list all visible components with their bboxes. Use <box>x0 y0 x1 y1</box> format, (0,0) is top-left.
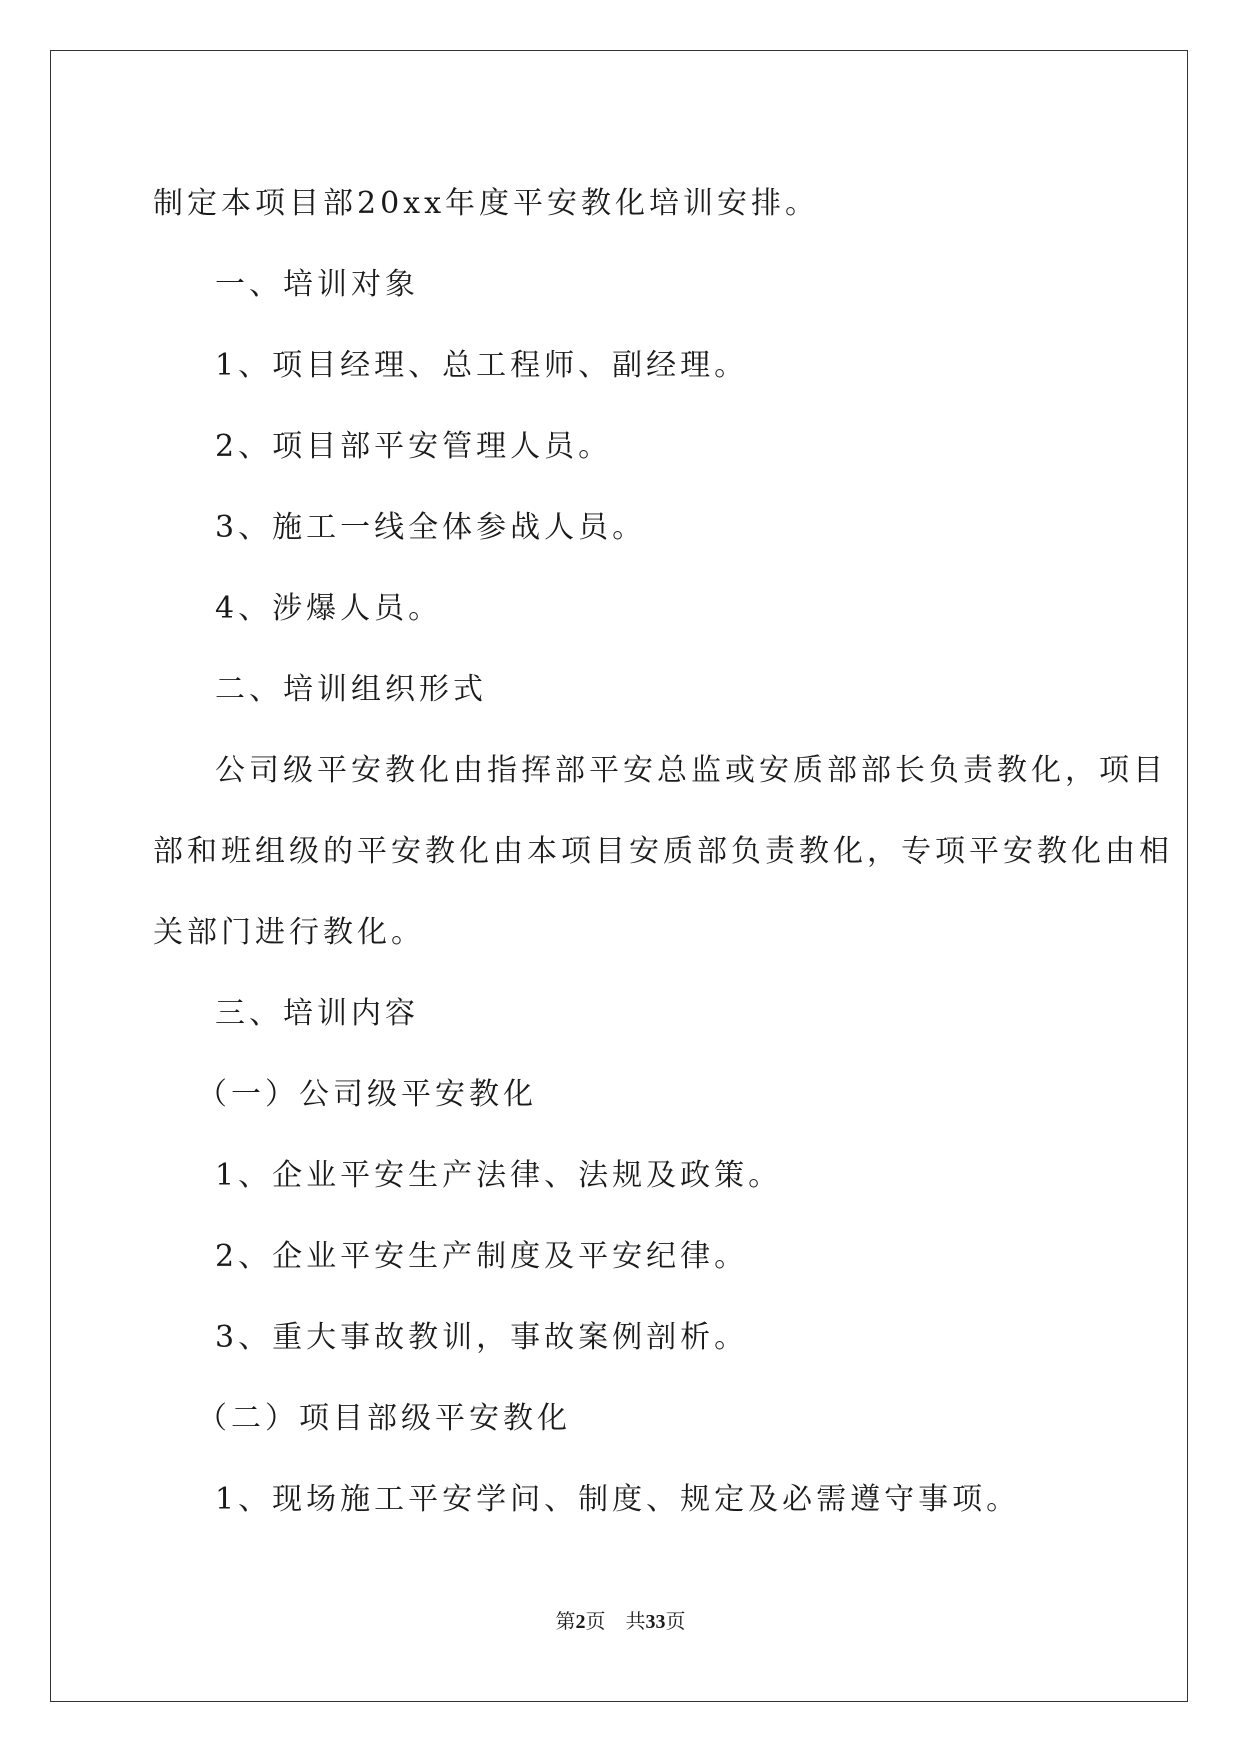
list-item: 1、项目经理、总工程师、副经理。 <box>215 348 749 383</box>
subsection-heading: （一）公司级平安教化 <box>197 1077 537 1112</box>
footer-prefix: 第 <box>555 1611 576 1633</box>
list-item: 3、施工一线全体参战人员。 <box>215 510 647 545</box>
list-item: 2、项目部平安管理人员。 <box>215 429 613 464</box>
section-heading: 一、培训对象 <box>215 267 419 302</box>
footer-current-page: 2 <box>575 1611 586 1633</box>
section-heading: 三、培训内容 <box>215 996 419 1031</box>
document-body <box>153 163 1173 1540</box>
list-item: 2、企业平安生产制度及平安纪律。 <box>215 1239 749 1274</box>
list-item: 1、企业平安生产法律、法规及政策。 <box>215 1158 783 1193</box>
footer-total-suffix: 页 <box>665 1611 686 1633</box>
subsection-heading: （二）项目部级平安教化 <box>197 1401 571 1436</box>
paragraph-line: 公司级平安教化由指挥部平安总监或安质部部长负责教化，项目 <box>215 753 1167 788</box>
footer-total-prefix: 共 <box>625 1611 646 1633</box>
paragraph-line: 制定本项目部20xx年度平安教化培训安排。 <box>153 186 820 221</box>
list-item: 4、涉爆人员。 <box>215 591 443 626</box>
section-heading: 二、培训组织形式 <box>215 672 487 707</box>
paragraph-line: 关部门进行教化。 <box>153 915 425 950</box>
footer-page-word: 页 <box>585 1611 606 1633</box>
footer-total-pages: 33 <box>645 1611 666 1633</box>
page-footer <box>0 1605 1241 1634</box>
list-item: 1、现场施工平安学问、制度、规定及必需遵守事项。 <box>215 1482 1021 1517</box>
list-item: 3、重大事故教训，事故案例剖析。 <box>215 1320 749 1355</box>
paragraph-line: 部和班组级的平安教化由本项目安质部负责教化，专项平安教化由相 <box>153 834 1173 869</box>
